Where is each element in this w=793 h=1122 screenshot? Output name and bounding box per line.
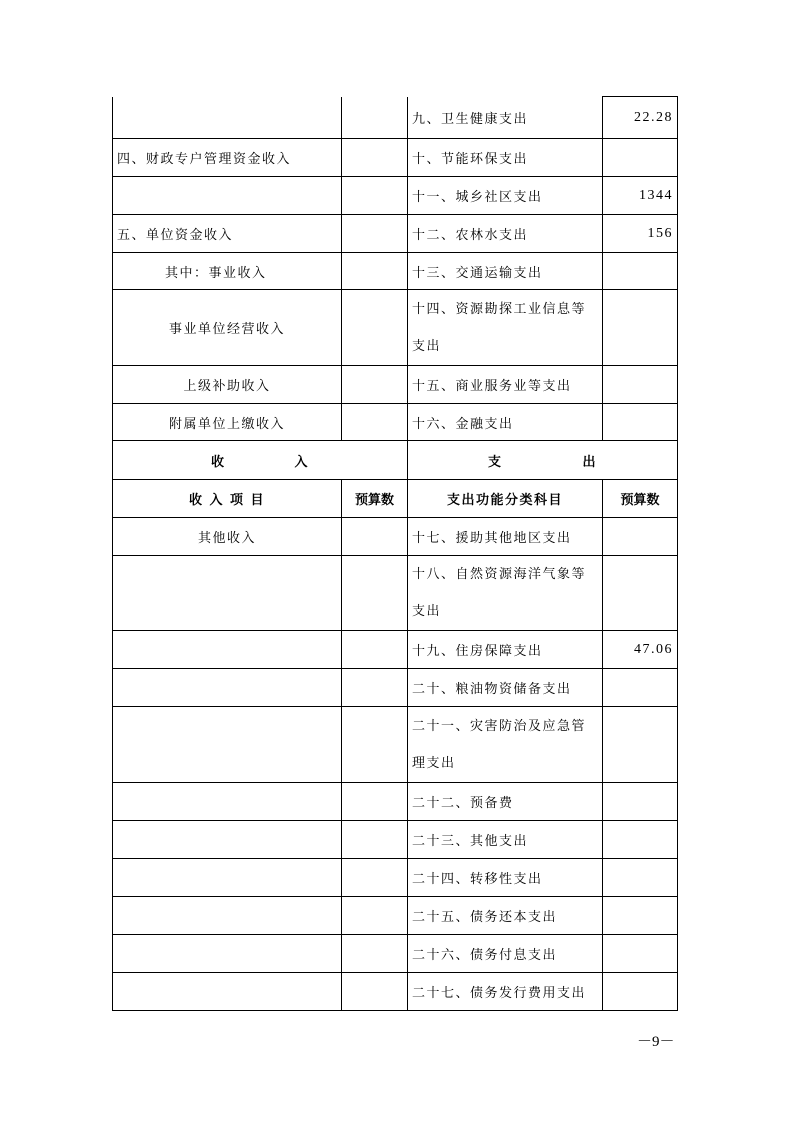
income-amount-header: 预算数 <box>342 480 408 518</box>
income-item: 四、财政专户管理资金收入 <box>113 139 342 177</box>
expense-item: 十六、金融支出 <box>408 404 603 441</box>
income-section-header <box>113 441 408 480</box>
table-row <box>113 139 678 177</box>
income-amount <box>342 366 408 404</box>
table-row <box>113 821 678 859</box>
section-header-row <box>113 441 678 480</box>
expense-amount <box>603 404 678 441</box>
table-row <box>113 404 678 441</box>
income-item <box>113 177 342 215</box>
income-item: 上级补助收入 <box>113 366 342 404</box>
table-row <box>113 631 678 669</box>
expense-amount <box>603 556 678 631</box>
income-amount <box>342 518 408 556</box>
expense-amount <box>603 253 678 290</box>
income-item-header: 收 入 项 目 <box>113 480 342 518</box>
expense-item: 十三、交通运输支出 <box>408 253 603 290</box>
expense-item: 十八、自然资源海洋气象等支出 <box>408 556 603 631</box>
table-row <box>113 290 678 366</box>
expense-amount: 47.06 <box>603 631 678 669</box>
expense-amount <box>603 897 678 935</box>
income-item <box>113 821 342 859</box>
income-header-char-2: 入 <box>294 454 309 470</box>
table-row <box>113 935 678 973</box>
expense-item: 九、卫生健康支出 <box>408 97 603 139</box>
expense-section-header <box>408 441 678 480</box>
expense-item: 十二、农林水支出 <box>408 215 603 253</box>
table-row <box>113 97 678 139</box>
expense-item: 二十六、债务付息支出 <box>408 935 603 973</box>
table-row <box>113 366 678 404</box>
expense-item: 二十、粮油物资储备支出 <box>408 669 603 707</box>
budget-table <box>112 96 678 1011</box>
table-row <box>113 707 678 783</box>
table-row <box>113 215 678 253</box>
expense-amount <box>603 973 678 1011</box>
table-row <box>113 669 678 707</box>
expense-amount <box>603 290 678 366</box>
expense-amount: 22.28 <box>603 97 678 139</box>
expense-amount <box>603 669 678 707</box>
income-amount <box>342 669 408 707</box>
income-amount <box>342 253 408 290</box>
table-row <box>113 973 678 1011</box>
income-amount <box>342 859 408 897</box>
expense-header-char-1: 支 <box>488 454 503 470</box>
table-row <box>113 897 678 935</box>
expense-item: 二十七、债务发行费用支出 <box>408 973 603 1011</box>
income-amount <box>342 707 408 783</box>
income-amount <box>342 783 408 821</box>
expense-header-char-2: 出 <box>582 454 597 470</box>
expense-amount <box>603 935 678 973</box>
expense-amount: 1344 <box>603 177 678 215</box>
expense-amount <box>603 518 678 556</box>
income-amount <box>342 935 408 973</box>
income-amount <box>342 215 408 253</box>
income-amount <box>342 177 408 215</box>
income-amount <box>342 631 408 669</box>
table-row <box>113 556 678 631</box>
income-item: 附属单位上缴收入 <box>113 404 342 441</box>
income-item: 其他收入 <box>113 518 342 556</box>
expense-item: 十五、商业服务业等支出 <box>408 366 603 404</box>
income-amount <box>342 897 408 935</box>
income-item: 其中：事业收入 <box>113 253 342 290</box>
table-row <box>113 518 678 556</box>
expense-item: 二十五、债务还本支出 <box>408 897 603 935</box>
expense-amount: 156 <box>603 215 678 253</box>
table-row <box>113 253 678 290</box>
table-row <box>113 783 678 821</box>
expense-amount <box>603 707 678 783</box>
expense-item-header: 支出功能分类科目 <box>408 480 603 518</box>
page-number: －9－ <box>637 1034 675 1050</box>
income-amount <box>342 404 408 441</box>
income-item <box>113 669 342 707</box>
income-item <box>113 897 342 935</box>
income-amount <box>342 139 408 177</box>
income-amount <box>342 97 408 139</box>
expense-item: 十九、住房保障支出 <box>408 631 603 669</box>
table-row <box>113 859 678 897</box>
expense-item: 二十一、灾害防治及应急管理支出 <box>408 707 603 783</box>
expense-amount <box>603 139 678 177</box>
expense-amount <box>603 821 678 859</box>
expense-amount-header: 预算数 <box>603 480 678 518</box>
income-item <box>113 935 342 973</box>
expense-amount <box>603 366 678 404</box>
table-row <box>113 177 678 215</box>
expense-item: 十一、城乡社区支出 <box>408 177 603 215</box>
expense-item: 十、节能环保支出 <box>408 139 603 177</box>
expense-item: 十四、资源勘探工业信息等支出 <box>408 290 603 366</box>
expense-item: 二十三、其他支出 <box>408 821 603 859</box>
expense-amount <box>603 859 678 897</box>
income-item: 五、单位资金收入 <box>113 215 342 253</box>
income-item: 事业单位经营收入 <box>113 290 342 366</box>
income-header-char-1: 收 <box>211 454 226 470</box>
expense-item: 二十四、转移性支出 <box>408 859 603 897</box>
expense-item: 二十二、预备费 <box>408 783 603 821</box>
income-item <box>113 97 342 139</box>
income-amount <box>342 556 408 631</box>
income-amount <box>342 973 408 1011</box>
income-item <box>113 859 342 897</box>
income-item <box>113 556 342 631</box>
income-item <box>113 783 342 821</box>
income-item <box>113 631 342 669</box>
income-amount <box>342 821 408 859</box>
expense-item: 十七、援助其他地区支出 <box>408 518 603 556</box>
income-item <box>113 707 342 783</box>
expense-amount <box>603 783 678 821</box>
column-header-row <box>113 480 678 518</box>
income-amount <box>342 290 408 366</box>
income-item <box>113 973 342 1011</box>
